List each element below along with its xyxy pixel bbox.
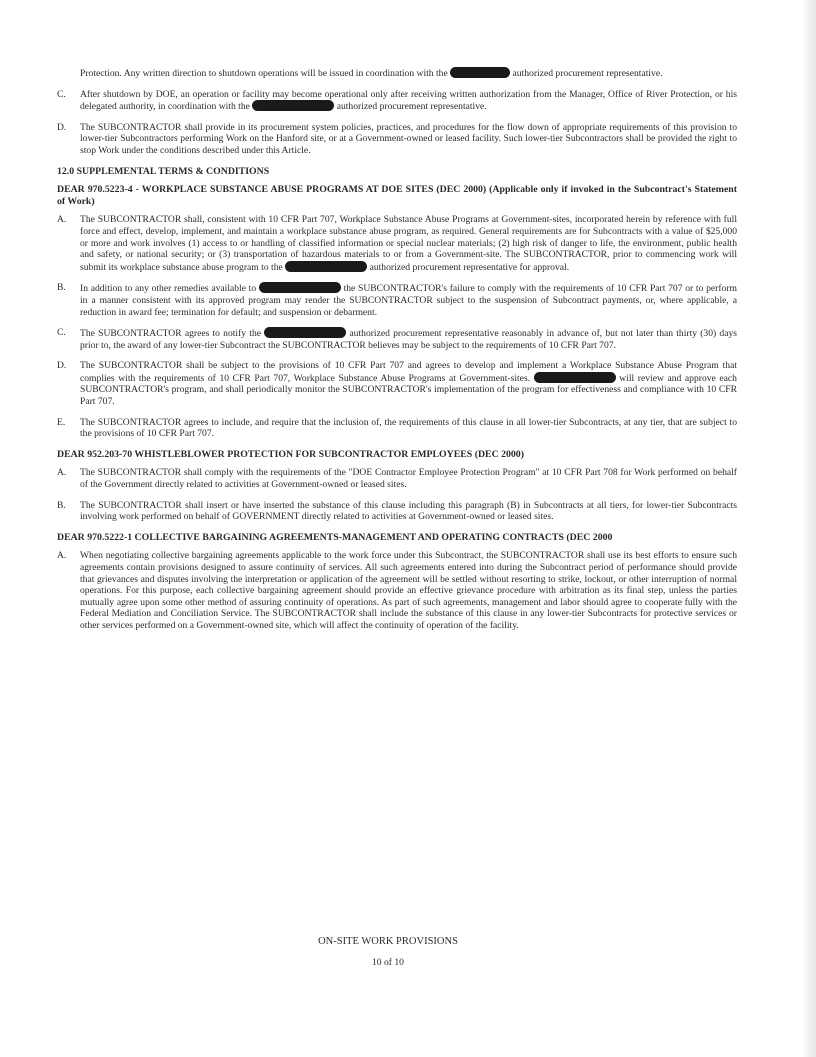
- redaction: [264, 327, 346, 338]
- redaction: [259, 282, 341, 293]
- collective-bargaining-paragraph-a: A. When negotiating collective bargaining agreements applicable to the work force under this Subcontract, the SUBCONTRACTOR shall use its best efforts to ensure such agreements contain provisions designed to assure continuity of services. All such agreements entered into during the Subcontract period of performance should provide that grievances and disputes involving the interpretation or application of the agreement will be settled without resorting to strike, lockout, or other interruption of normal operations. For this purpose, each collective bargaining agreement should provide an effective grievance procedure with arbitration as its final step, unless the parties mutually agree upon some other method of assuring continuity of operations. As part of such agreements, management and labor should agree to cooperate fully with the Federal Mediation and Conciliation Service. The SUBCONTRACTOR shall include the substance of this clause in any lower-tier Subcontracts for protective services or other services performed on a Government-owned site, which will affect the continuity of operation of the facility.: [57, 550, 737, 631]
- section-heading: 12.0 SUPPLEMENTAL TERMS & CONDITIONS: [57, 165, 270, 177]
- substance-abuse-paragraph-e: E. The SUBCONTRACTOR agrees to include, and require that the inclusion of, the requirements of this clause in all lower-tier Subcontracts, at any tier, that are subject to the provisions of 10 CFR Part 707.: [57, 416, 737, 440]
- page-number: 10 of 10: [372, 957, 404, 968]
- document-body: [57, 67, 737, 641]
- substance-abuse-paragraph-b: B. In addition to any other remedies available to the SUBCONTRACTOR's failure to comply with the requirements of 10 CFR Part 707 or to perform in a manner consistent with its approved program may render the SUBCONTRACTOR subject to the suspension of Subcontract payments, or, where applicable, a reduction in award fee; termination for default; and suspension or debarment.: [57, 282, 737, 318]
- substance-abuse-paragraph-c: C. The SUBCONTRACTOR agrees to notify the authorized procurement representative reasonably in advance of, but not later than thirty (30) days prior to, the award of any lower-tier Subcontract the SUBCONTRACTOR believes may be subject to the requirements of 10 CFR Part 707.: [57, 327, 737, 351]
- substance-abuse-paragraph-d: D. The SUBCONTRACTOR shall be subject to the provisions of 10 CFR Part 707 and agrees to develop and implement a Workplace Substance Abuse Program that complies with the requirements of 10 CFR Part 707, Workplace Substance Abuse Programs at Government-sites. will review and approve each SUBCONTRACTOR's program, and shall periodically monitor the SUBCONTRACTOR's implementation of the program for effectiveness and compliance with 10 CFR Part 707.: [57, 360, 737, 408]
- redaction: [534, 372, 616, 383]
- redaction: [450, 67, 510, 78]
- redaction: [252, 100, 334, 111]
- scan-edge: [802, 0, 816, 1057]
- whistleblower-paragraph-a: A. The SUBCONTRACTOR shall comply with the requirements of the "DOE Contractor Employee Protection Program" at 10 CFR Part 708 for Work performed on behalf of the Government directly related to activities at Government-owned or leased sites.: [57, 467, 737, 491]
- dear-collective-bargaining-heading: DEAR 970.5222-1 COLLECTIVE BARGAINING AGREEMENTS-MANAGEMENT AND OPERATING CONTRACTS (DEC 2000: [57, 531, 613, 543]
- paragraph-d-flowdown: D. The SUBCONTRACTOR shall provide in its procurement system policies, practices, and procedures for the flow down of appropriate requirements of this provision to lower-tier Subcontractors performing Work on the Hanford site, or at a Government-owned or leased facility. Such lower-tier Subcontractors shall be provided the right to stop Work under the conditions described under this Article.: [57, 121, 737, 156]
- footer-title: ON-SITE WORK PROVISIONS: [318, 936, 458, 947]
- substance-abuse-paragraph-a: A. The SUBCONTRACTOR shall, consistent with 10 CFR Part 707, Workplace Substance Abuse Programs at Government-sites, incorporated herein by reference with full force and effect, develop, implement, and maintain a workplace substance abuse program, as required. General requirements are for Subcontracts with a value of $25,000 or more and work involves (1) access to or handling of classified information or special nuclear materials; (2) high risk of danger to life, the environment, public health and safety, or national security; or (3) transportation of hazardous materials to or from a Government-site. The SUBCONTRACTOR, prior to commencing work will submit its workplace substance abuse program to the authorized procurement representative for approval.: [57, 214, 737, 273]
- whistleblower-paragraph-b: B. The SUBCONTRACTOR shall insert or have inserted the substance of this clause including this paragraph (B) in Subcontracts at all tiers, for lower-tier Subcontracts involving work performed on behalf of GOVERNMENT directly related to activities at Government-owned or leased sites.: [57, 499, 737, 523]
- redaction: [285, 261, 367, 272]
- dear-whistleblower-heading: DEAR 952.203-70 WHISTLEBLOWER PROTECTION FOR SUBCONTRACTOR EMPLOYEES (DEC 2000): [57, 448, 524, 460]
- intro-paragraph: Protection. Any written direction to shutdown operations will be issued in coordination with the authorized procurement representative.: [80, 68, 663, 79]
- paragraph-c-shutdown: C. After shutdown by DOE, an operation or facility may become operational only after receiving written authorization from the Manager, Office of River Protection, or his delegated authority, in coordination with the authorized procurement representative.: [57, 88, 737, 113]
- dear-substance-abuse-heading: DEAR 970.5223-4 - WORKPLACE SUBSTANCE ABUSE PROGRAMS AT DOE SITES (DEC 2000) (Applicable only if invoked in the Subcontract's Statement of Work): [57, 184, 737, 207]
